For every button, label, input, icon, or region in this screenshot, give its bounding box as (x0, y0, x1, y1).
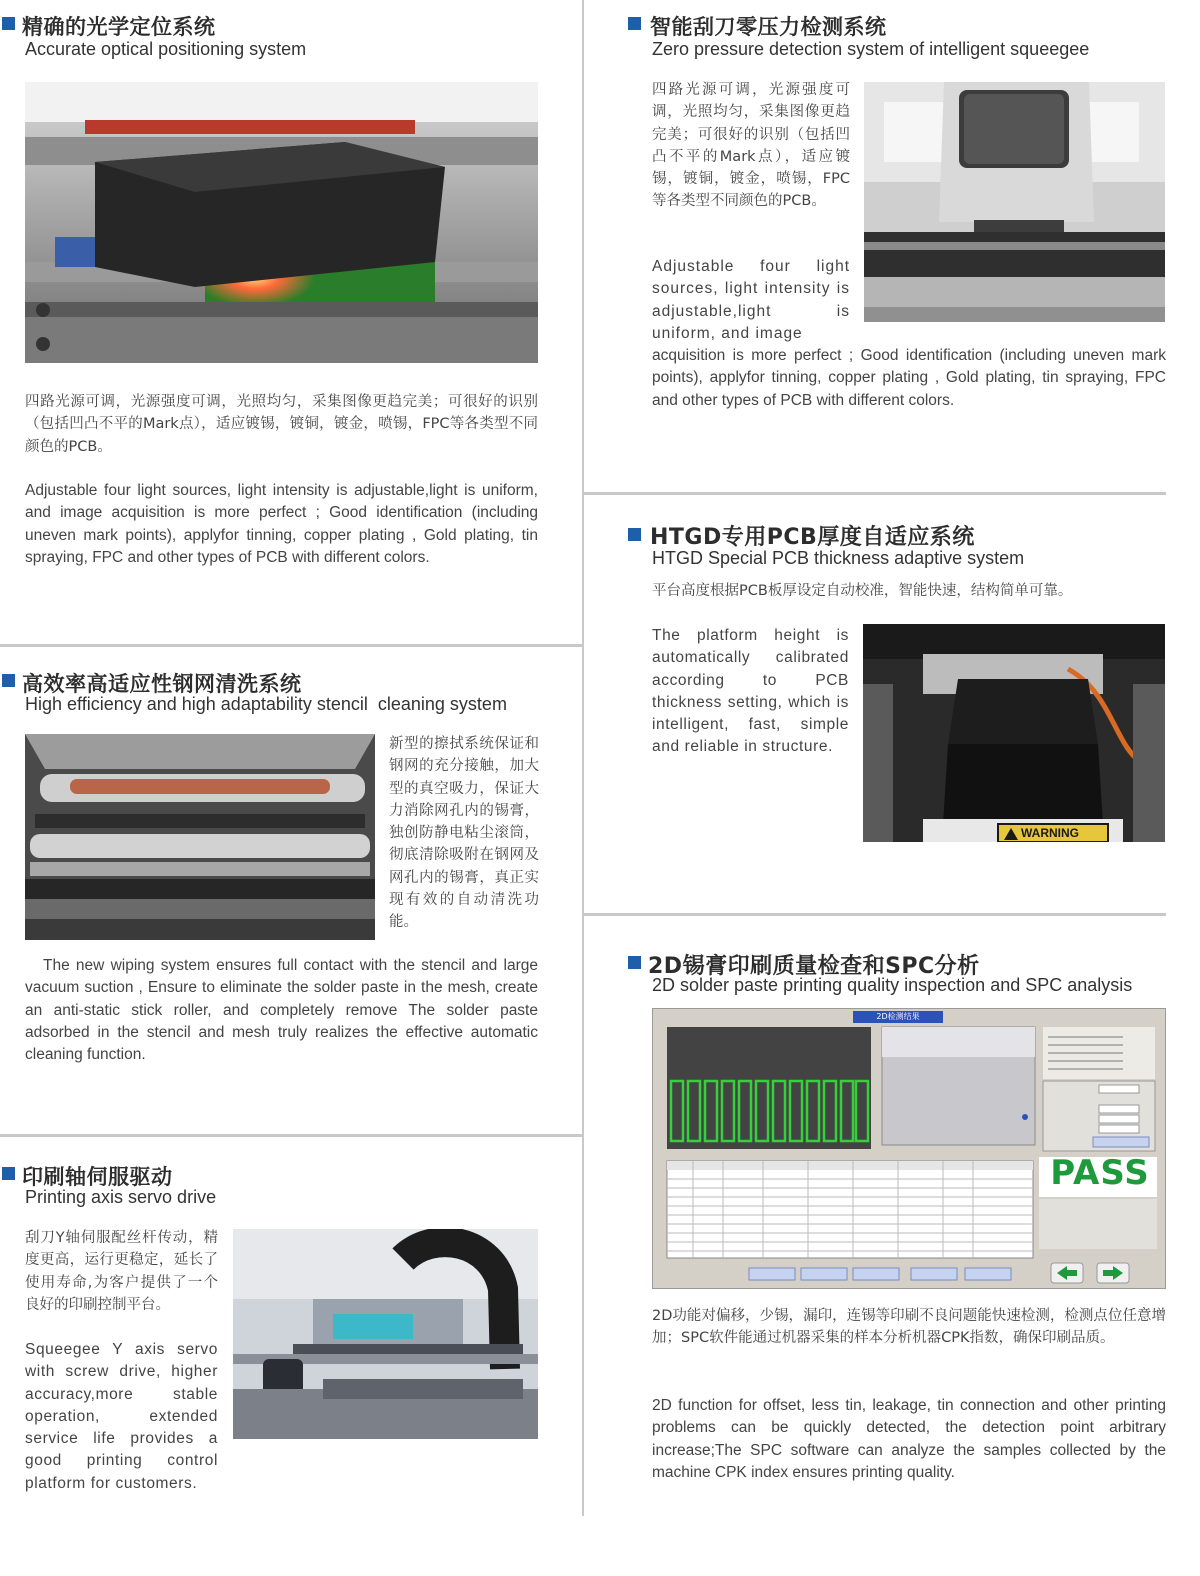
section-text-en: The new wiping system ensures full contact with the stencil and large vacuum suction , Ensure to eliminate the solder paste in the mesh, create an anti-static stick roller, and completely remove The solder paste adsorbed in the stencil and mesh truly realizes the effective automatic cleaning function. (25, 957, 538, 1064)
section-text-en: Squeegee Y axis servo with screw drive, higher accuracy,more stable operation, extended service life provides a good printing control platform for customers. (25, 1341, 218, 1492)
pass-label: PASS (1050, 1153, 1150, 1193)
optical-photo (25, 82, 538, 363)
bullet-icon (2, 17, 15, 30)
section-text-en: The platform height is automatically calibrated according to PCB thickness setting, which is intelligent, fast, simple and reliable in structure. (652, 627, 849, 756)
section-text-en: 2D function for offset, less tin, leakage, tin connection and other printing problems can be quickly detected, the detection point arbitrary increase;The SPC software can analyze the samples collected by the machine CPK index ensures printing quality. (652, 1397, 1166, 1481)
warning-label: WARNING (1021, 826, 1079, 840)
section-title-cn: 2D锡膏印刷质量检查和SPC分析 (648, 954, 980, 979)
section-title-en: Zero pressure detection system of intelligent squeegee (652, 39, 1090, 59)
section-text-en: Adjustable four light sources, light intensity is adjustable,light is uniform, and image acquisition is more perfect ; Good identification (including uneven mark points), applyfor tinning, copper plating , Gold plating, tin spraying, FPC and other types of PCB with different colors. (25, 482, 538, 566)
divider-left-1 (0, 644, 582, 647)
center-divider (582, 0, 584, 1516)
inspection-screen (652, 1008, 1166, 1289)
bullet-icon (628, 956, 641, 969)
squeegee-photo (864, 82, 1165, 322)
section-title-cn: 印刷轴伺服驱动 (22, 1165, 173, 1189)
section-title-en: Printing axis servo drive (25, 1187, 217, 1207)
section-title-cn: 智能刮刀零压力检测系统 (650, 15, 887, 39)
section-text-cn: 四路光源可调，光源强度可调，光照均匀，采集图像更趋完美；可很好的识别（包括凹凸不平的Mark点），适应镀锡，镀铜，镀金，喷锡，FPC等各类型不同颜色的PCB。 (25, 394, 538, 455)
section-title-en: HTGD Special PCB thickness adaptive system (652, 548, 1025, 568)
section-title-cn: HTGD专用PCB厚度自适应系统 (650, 525, 975, 550)
cleaning-photo (25, 734, 375, 940)
servo-photo (233, 1229, 538, 1439)
divider-right-2 (584, 913, 1166, 916)
section-title-en: Accurate optical positioning system (25, 39, 307, 59)
section-title-en: High efficiency and high adaptability stencil cleaning system (25, 694, 507, 714)
section-text-cn: 新型的擦拭系统保证和钢网的充分接触，加大型的真空吸力，保证大力消除网孔内的锡膏，独创防静电粘尘滚筒，彻底清除吸附在钢网及网孔内的锡膏，真正实现有效的自动清洗功能。 (389, 736, 539, 931)
section-text-en-full: acquisition is more perfect ; Good identification (including uneven mark points), applyfor tinning, copper plating , Gold plating, tin spraying, FPC and other types of PCB with different colors. (652, 347, 1166, 409)
thickness-photo (863, 624, 1165, 842)
bullet-icon (628, 528, 641, 541)
section-text-cn: 四路光源可调，光源强度可调，光照均匀，采集图像更趋完美；可很好的识别（包括凹凸不平的Mark点），适应镀锡，镀铜，镀金，喷锡，FPC等各类型不同颜色的PCB。 (652, 82, 850, 210)
section-title-en: 2D solder paste printing quality inspection and SPC analysis (652, 975, 1133, 995)
section-title-cn: 精确的光学定位系统 (22, 15, 216, 39)
divider-left-2 (0, 1134, 582, 1137)
bullet-icon (2, 1167, 15, 1180)
section-text-cn: 刮刀Y轴伺服配丝杆传动，精度更高，运行更稳定，延长了使用寿命,为客户提供了一个良好的印刷控制平台。 (25, 1230, 218, 1313)
divider-right-1 (584, 492, 1166, 495)
section-text-cn: 平台高度根据PCB板厚设定自动校准，智能快速，结构简单可靠。 (652, 583, 1073, 599)
section-text-cn: 2D功能对偏移，少锡，漏印，连锡等印刷不良问题能快速检测，检测点位任意增加；SPC软件能通过机器采集的样本分析机器CPK指数，确保印刷品质。 (652, 1308, 1166, 1347)
section-title-cn: 高效率高适应性钢网清洗系统 (22, 672, 302, 696)
bullet-icon (2, 674, 15, 687)
section-text-en-side: Adjustable four light sources, light intensity is adjustable,light is uniform, and image (652, 258, 850, 342)
bullet-icon (628, 17, 641, 30)
screen-title: 2D检测结果 (853, 1011, 943, 1023)
